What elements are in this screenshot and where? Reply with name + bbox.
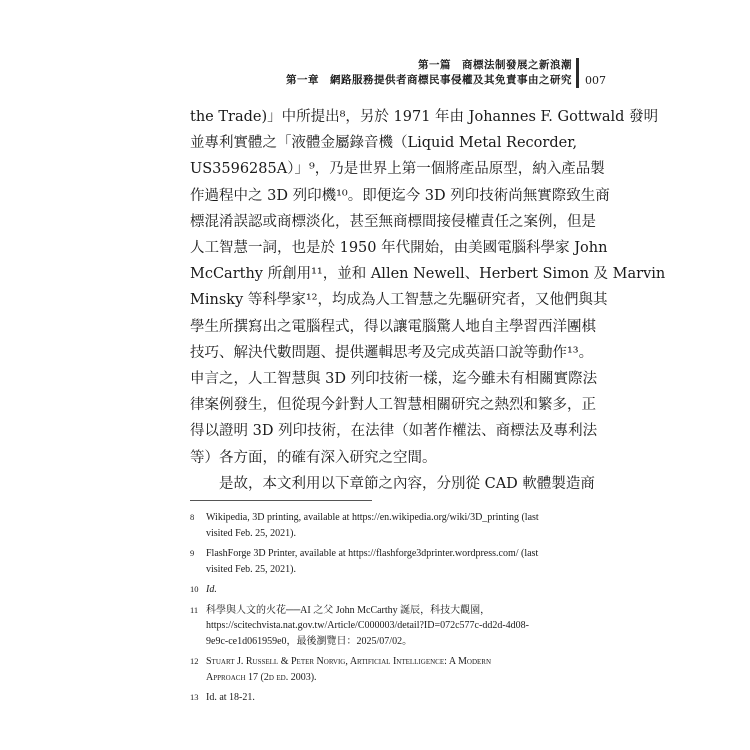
- footnote-line: Stuart J. Russell & Peter Norvig, Artificial Intelligence: A Modern: [206, 656, 491, 667]
- footnote-line: Wikipedia, 3D printing, available at https://en.wikipedia.org/wiki/3D_printing (last: [206, 512, 539, 523]
- footnote-number: 11: [190, 604, 199, 615]
- footnote-line: visited Feb. 25, 2021).: [206, 563, 296, 575]
- body-line: 律案例發生，但從現今針對人工智慧相關研究之熱烈和繁多，正: [190, 397, 596, 414]
- body-line: US3596285A）」⁹，乃是世界上第一個將產品原型，納入產品製: [190, 161, 605, 178]
- footnote-line: visited Feb. 25, 2021).: [206, 527, 296, 539]
- footnote-8: [190, 510, 580, 541]
- footnote-number: 13: [190, 692, 199, 702]
- body-line: 技巧、解決代數問題、提供邏輯思考及完成英語口說等動作¹³。: [190, 344, 594, 361]
- footnote-number: 12: [190, 656, 199, 666]
- page-number: 007: [585, 74, 606, 87]
- footnote-line: 9e9c-ce1d061959e0，最後瀏覽日：2025/07/02。: [206, 635, 413, 647]
- footnote-line: Id. at 18-21.: [206, 692, 255, 703]
- footnote-number: 9: [190, 548, 195, 558]
- footnote-line: https://scitechvista.nat.gov.tw/Article/C000003/detail?ID=072c577c-dd2d-4d08-: [206, 620, 529, 631]
- footnote-9: [190, 546, 580, 577]
- body-line: Minsky 等科學家¹²，均成為人工智慧之先驅研究者，又他們與其: [190, 292, 608, 309]
- body-line: the Trade)」中所提出⁸，另於 1971 年由 Johannes F. Gottwald 發明: [190, 109, 659, 125]
- body-line: 得以證明 3D 列印技術，在法律（如著作權法、商標法及專利法: [190, 423, 598, 440]
- header-vertical-rule: [576, 58, 579, 88]
- body-line: 申言之，人工智慧與 3D 列印技術一樣，迄今雖未有相關實際法: [190, 371, 598, 388]
- body-line: 等）各方面，的確有深入研究之空間。: [190, 449, 437, 466]
- body-line: 人工智慧一詞，也是於 1950 年代開始，由美國電腦科學家 John: [190, 240, 608, 257]
- body-text: [190, 104, 666, 497]
- footnote-line: 科學與人文的火花──AI 之父 John McCarthy 誕辰，科技大觀園，: [206, 604, 491, 616]
- body-line: 並專利實體之「液體金屬錄音機（Liquid Metal Recorder,: [190, 135, 578, 152]
- footnote-line: Approach 17 (2d ed. 2003).: [206, 671, 317, 683]
- footnote-10: [190, 582, 580, 598]
- body-line: 學生所撰寫出之電腦程式，得以讓電腦驚人地自主學習西洋團棋: [190, 318, 596, 335]
- footnote-line: FlashForge 3D Printer, available at https://flashforge3dprinter.wordpress.com/ (last: [206, 548, 539, 559]
- body-line: 作過程中之 3D 列印機¹⁰。即便迄今 3D 列印技術尚無實際致生商: [190, 187, 610, 204]
- footnote-line: Id.: [206, 584, 217, 595]
- running-header-chapter: 第一章 網路服務提供者商標民事侵權及其免責事由之研究: [286, 74, 572, 86]
- running-header-part: 第一篇 商標法制發展之新浪潮: [418, 59, 572, 71]
- body-line: 是故，本文利用以下章節之內容，分別從 CAD 軟體製造商: [219, 475, 595, 492]
- running-header: [286, 58, 572, 88]
- footnote-number: 10: [190, 584, 199, 594]
- body-line: 標混淆誤認或商標淡化，甚至無商標間接侵權責任之案例，但是: [190, 213, 596, 230]
- footnote-separator: [190, 500, 372, 501]
- footnote-11: [190, 603, 580, 650]
- footnote-number: 8: [190, 512, 195, 522]
- footnotes: [190, 510, 580, 711]
- footnote-12: [190, 654, 580, 685]
- footnote-13: [190, 690, 580, 706]
- body-line: McCarthy 所創用¹¹，並和 Allen Newell、Herbert Simon 及 Marvin: [190, 266, 666, 283]
